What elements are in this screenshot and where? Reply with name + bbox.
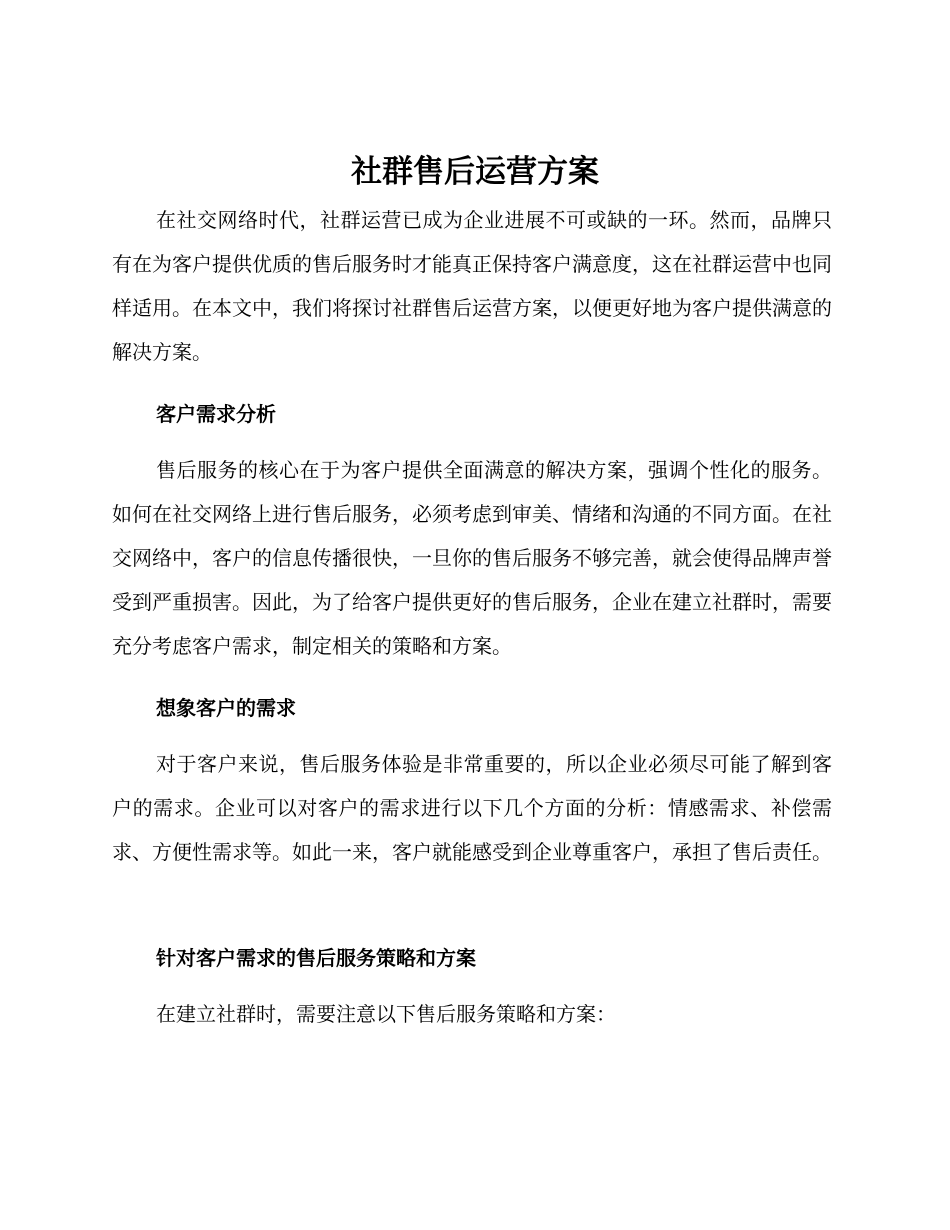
section-heading-customer-needs-analysis: 客户需求分析 <box>156 402 276 426</box>
section-paragraph-service-strategy: 在建立社群时，需要注意以下售后服务策略和方案： <box>156 1002 616 1026</box>
intro-paragraph: 在社交网络时代，社群运营已成为企业进展不可或缺的一环。然而，品牌只有在为客户提供优质的售后服务时才能真正保持客户满意度，这在社群运营中也同样适用。在本文中，我们将探讨社群售后运营方案，以便更好地为客户提供满意的解决方案。 <box>112 208 832 364</box>
section-heading-imagine-customer-needs: 想象客户的需求 <box>156 696 296 720</box>
section-heading-service-strategy: 针对客户需求的售后服务策略和方案 <box>156 946 476 970</box>
document-title: 社群售后运营方案 <box>351 154 599 190</box>
section-paragraph-customer-needs-analysis: 售后服务的核心在于为客户提供全面满意的解决方案，强调个性化的服务。如何在社交网络上进行售后服务，必须考虑到审美、情绪和沟通的不同方面。在社交网络中，客户的信息传播很快，一旦你的售后服务不够完善，就会使得品牌声誉受到严重损害。因此，为了给客户提供更好的售后服务，企业在建立社群时，需要充分考虑客户需求，制定相关的策略和方案。 <box>112 458 832 658</box>
section-paragraph-imagine-customer-needs: 对于客户来说，售后服务体验是非常重要的，所以企业必须尽可能了解到客户的需求。企业可以对客户的需求进行以下几个方面的分析：情感需求、补偿需求、方便性需求等。如此一来，客户就能感受到企业尊重客户，承担了售后责任。 <box>112 752 832 864</box>
